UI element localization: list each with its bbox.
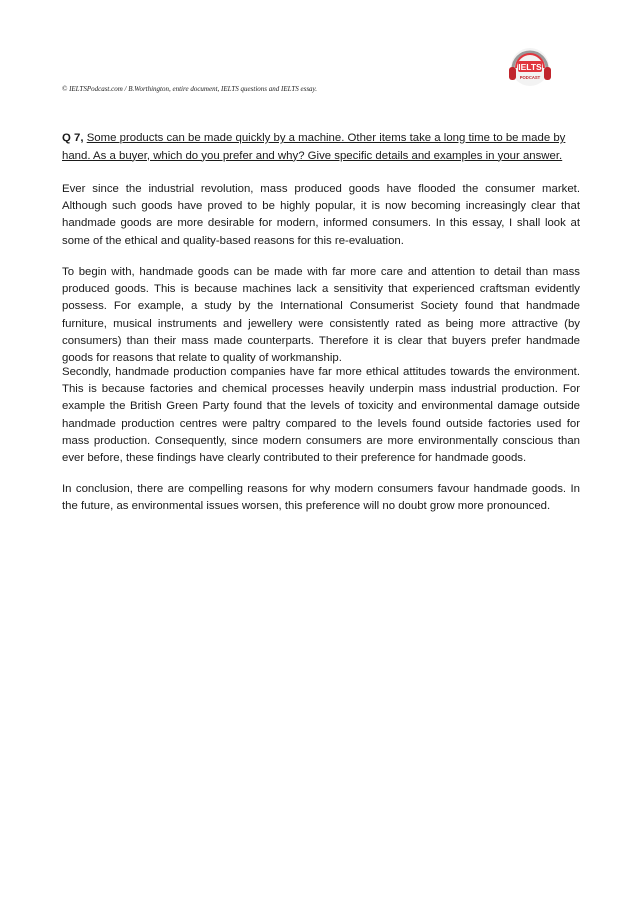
- ielts-podcast-logo: [505, 45, 555, 89]
- question-number: Q 7,: [62, 132, 84, 144]
- essay-question: [62, 130, 580, 165]
- essay-paragraph-conclusion: In conclusion, there are compelling reasons for why modern consumers favour handmade goods. In the future, as environmental issues worsen, this preference will no doubt grow more pronounced.: [62, 483, 580, 513]
- copyright-notice: © IELTSPodcast.com / B.Worthington, entire document, IELTS questions and IELTS essay.: [62, 85, 318, 93]
- essay-paragraph-introduction: Ever since the industrial revolution, mass produced goods have flooded the consumer market. Although such goods have proved to be highly popular, it is now becoming increasingly clear that handmade goods are more desirable for modern, informed consumers. In this essay, I shall look at some of the ethical and quality-based reasons for this re-evaluation.: [62, 183, 580, 247]
- logo-text-main: IELTS: [518, 62, 542, 72]
- logo-text-sub: PODCAST: [519, 75, 541, 80]
- headphones-logo-icon: [505, 45, 555, 89]
- question-text: Some products can be made quickly by a machine. Other items take a long time to be made by hand. As a buyer, which do you prefer and why? Give specific details and examples in your answer.: [62, 132, 566, 162]
- essay-paragraph-body-2: Secondly, handmade production companies have far more ethical attitudes towards the environment. This is because factories and chemical processes heavily underpin mass industrial production. For example the British Green Party found that the levels of toxicity and environmental damage outside handmade production centres were paltry compared to the levels found outside factories used for mass production. Consequently, since modern consumers are more environmentally conscious than ever before, these findings have clearly contributed to their preference for handmade goods.: [62, 366, 580, 465]
- essay-paragraph-body-1: To begin with, handmade goods can be made with far more care and attention to detail than mass produced goods. This is because machines lack a sensitivity that experienced craftsman evidently possess. For example, a study by the International Consumerist Society found that handmade furniture, musical instruments and jewellery were consistently rated as being more attractive (by consumers) than their mass made counterparts. Therefore it is clear that buyers prefer handmade goods for reasons that relate to quality of workmanship.: [62, 266, 580, 365]
